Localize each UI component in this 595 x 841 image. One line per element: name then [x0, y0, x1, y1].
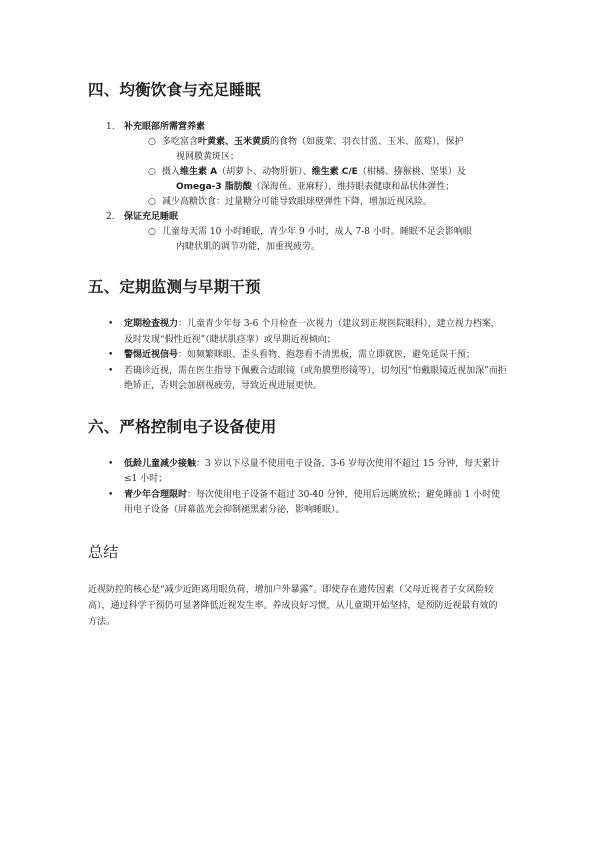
list-number: 1. [106, 122, 115, 132]
circle-bullet-icon: ○ [148, 137, 156, 147]
circle-bullet-icon: ○ [148, 167, 156, 177]
bullet-icon: • [108, 319, 114, 329]
bullet-item-signals [88, 348, 507, 364]
bullet-icon: • [108, 489, 114, 500]
bullet-icon: • [108, 365, 114, 376]
nutrients-sublist [138, 135, 507, 210]
text-run: 摄入 [162, 167, 181, 177]
section-title-devices: 六、严格控制电子设备使用 [88, 417, 277, 436]
monitoring-list [88, 317, 507, 395]
text-run: 的食物（如菠菜、羽衣甘蓝、玉米、蓝莓），保护 [270, 137, 464, 147]
text-run: ：每次使用电子设备不超过 30-40 分钟，使用后远眺放松；避免睡前 1 小时使用电子设备（屏幕蓝光会抑制褪黑素分泌，影响睡眠）。 [124, 489, 501, 515]
text-run: ：儿童青少年每 3-6 个月检查一次视力（建议到正规医院眼科），建立视力档案，及时发现“假性近视”（睫状肌痉挛）或早期近视倾向； [124, 319, 500, 345]
sub-item-sugar [138, 195, 507, 210]
sub-item-vitamins [138, 165, 507, 195]
bold-text: Omega-3 脂肪酸 [176, 182, 252, 192]
text-run: 多吃富含 [162, 137, 199, 147]
text-run: 若确诊近视，需在医生指导下佩戴合适眼镜（或角膜塑形镜等），切勿因“怕戴眼镜近视加深”而拒绝矫正，否则会加剧视疲劳，导致近视进展更快。 [124, 365, 507, 391]
devices-list [88, 457, 507, 519]
diet-sleep-list [88, 120, 507, 255]
section-title-diet-sleep: 四、均衡饮食与充足睡眠 [88, 81, 261, 99]
list-item-title: 补充眼部所需营养素 [124, 122, 206, 132]
list-number: 2. [106, 212, 115, 222]
section-title-monitoring: 五、定期监测与早期干预 [88, 278, 261, 296]
bullet-item-teenagers [88, 488, 507, 519]
text-run: 减少高糖饮食：过量糖分可能导致眼球壁弹性下降，增加近视风险。 [162, 197, 433, 207]
list-item-nutrients [88, 120, 507, 210]
bullet-item-correction [88, 364, 507, 395]
text-run: （胡萝卜、动物肝脏）、 [217, 167, 312, 177]
bullet-icon: • [108, 350, 114, 360]
list-item-title: 保证充足睡眠 [124, 212, 179, 222]
text-run: 内睫状肌的调节功能，加重视疲劳。 [176, 242, 321, 252]
circle-bullet-icon: ○ [148, 197, 156, 207]
bullet-item-checkup [88, 317, 507, 348]
text-run: ：如频繁眯眼、歪头看物、抱怨看不清黑板，需立即就医，避免延误干预； [178, 350, 476, 360]
section-title-summary: 总结 [88, 542, 119, 561]
bold-text: 叶黄素、玉米黄质 [198, 137, 271, 147]
bold-text: 维生素 C/E [311, 167, 358, 177]
text-run: （深海鱼、亚麻籽），维持眼表健康和晶状体弹性； [251, 182, 455, 192]
bold-text: 维生素 A [180, 167, 218, 177]
sleep-sublist [138, 225, 507, 255]
bullet-icon: • [108, 458, 114, 469]
summary-paragraph: 近视防控的核心是“减少近距离用眼负荷，增加户外暴露”。即使存在遗传因素（父母近视者子女风险较高），通过科学干预仍可显著降低近视发生率。养成良好习惯，从儿童期开始坚持，是预防近视最有效的方法。 [88, 584, 498, 627]
sub-item-lutein [138, 135, 507, 165]
sub-item-sleep-hours [138, 225, 507, 255]
text-run: 视网膜黄斑区； [176, 152, 240, 162]
list-item-sleep [88, 210, 507, 255]
bullet-item-young-children [88, 457, 507, 488]
text-run: （柑橘、猕猴桃、坚果）及 [357, 167, 466, 177]
bold-text: 青少年合理限时 [124, 489, 188, 500]
text-run: 儿童每天需 10 小时睡眠，青少年 9 小时，成人 7-8 小时。睡眠不足会影响眼 [162, 227, 472, 237]
bold-text: 定期检查视力 [124, 319, 179, 329]
bold-text: 低龄儿童减少接触 [124, 458, 197, 469]
circle-bullet-icon: ○ [148, 227, 156, 237]
text-run: ：3 岁以下尽量不使用电子设备，3-6 岁每次使用不超过 15 分钟，每天累计≤1 小时； [124, 458, 501, 484]
bold-text: 警惕近视信号 [124, 350, 179, 360]
